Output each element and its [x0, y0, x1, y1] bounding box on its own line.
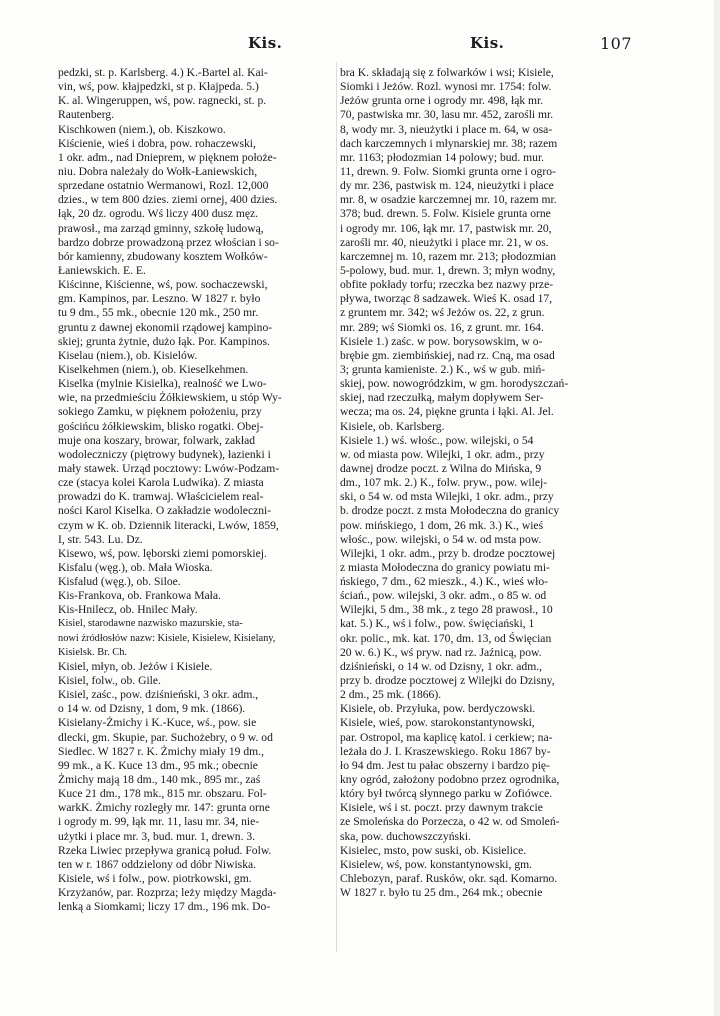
text-line: ności Karol Kiselka. O zakładzie wodoleczni-: [58, 504, 272, 518]
text-line: gm. Kampinos, par. Leszno. W 1827 r. było: [58, 292, 261, 306]
text-line: gościńcu żółkiewskim, blisko rogatki. Obej-: [58, 419, 264, 433]
text-line: muje ona koszary, browar, folwark, zakład: [58, 433, 256, 447]
text-line: Kisfalud (węg.), ob. Siloe.: [58, 575, 181, 589]
text-line: W 1827 r. było tu 25 dm., 264 mk.; obecnie: [340, 886, 543, 900]
text-line: Kisiel, folw., ob. Gile.: [58, 674, 161, 688]
text-line: i ogrody mr. 106, łąk mr. 17, pastwisk mr. 20,: [340, 221, 552, 235]
text-line: Kisiele 1.) zaśc. w pow. borysowskim, w o-: [340, 334, 543, 348]
page-edge: [714, 0, 720, 1016]
text-line: Kisielew, wś, pow. konstantynowski, gm.: [340, 857, 533, 871]
text-line: I, str. 543. Lu. Dz.: [58, 532, 143, 546]
text-line: skiej, nad rzeczułką, małym dopływem Ser-: [340, 391, 544, 405]
text-line: Jeżów grunta orne i ogrody mr. 498, łąk mr.: [340, 94, 544, 108]
text-line: Kisiele 1.) wś. włośc., pow. wilejski, o 54: [340, 433, 534, 447]
text-line: ski, o 54 w. od msta Wilejki, 1 okr. adm., przy: [340, 490, 554, 504]
text-line: Siomki i Jeżów. Rozl. wynosi mr. 1754: folw.: [340, 80, 552, 94]
text-line: przy b. drodze pocztowej z Wilejki do Dzisny,: [340, 674, 555, 688]
text-line: tu 9 dm., 55 mk., obecnie 120 mk., 250 mr.: [58, 306, 259, 320]
text-line: Kis-Frankova, ob. Frankowa Mała.: [58, 589, 221, 603]
text-line: brębie gm. ziembińskiej, nad rz. Cną, ma osad: [340, 348, 555, 362]
text-line: 3; grunta kamieniste. 2.) K., wś w gub. miń-: [340, 362, 546, 376]
text-line: mr. 8, w osadzie karczemnej mr. 10, razem mr.: [340, 193, 557, 207]
text-line: Kisfalu (węg.), ob. Mała Wioska.: [58, 560, 213, 574]
text-line: zarośli mr. 40, nieużytki i place mr. 21, w os.: [340, 235, 549, 249]
text-line: pow. mińskiego, 1 dom, 26 mk. 3.) K., wieś: [340, 518, 544, 532]
text-line: 11, drewn. 9. Folw. Siomki grunta orne i ogro-: [340, 164, 556, 178]
text-line: Kisielsk. Br. Ch.: [58, 646, 127, 658]
text-line: Kisielec, msto, pow suski, ob. Kisielice.: [340, 843, 527, 857]
text-line: Wilejki, 1 okr. adm., przy b. drodze pocztowej: [340, 546, 556, 560]
text-line: karczemnej m. 10, razem mr. 213; płodozmian: [340, 249, 557, 263]
text-line: Kisiel, starodawne nazwisko mazurskie, sta-: [58, 618, 243, 630]
text-line: Kisiele, ob. Karlsberg.: [340, 419, 445, 433]
page-number: 107: [600, 34, 633, 53]
text-line: mały stawek. Urząd pocztowy: Lwów-Podzam-: [58, 461, 280, 475]
text-line: bór kamienny, zbudowany kosztem Wołków-: [58, 249, 268, 263]
text-line: kat. 5.) K., wś i folw., pow. święciański, 1: [340, 617, 535, 631]
text-line: włośc., pow. wilejski, o 54 w. od msta pow.: [340, 532, 542, 546]
text-line: ten w r. 1867 oddzielony od dóbr Niwiska.: [58, 857, 257, 871]
text-line: dziśnieński, o 14 w. od Dzisny, 1 okr. adm.,: [340, 659, 543, 673]
text-line: kny ogród, założony podobno przez ogrodnika,: [340, 773, 560, 787]
text-line: dm., 107 mk. 2.) K., folw. pryw., pow. wilej-: [340, 476, 548, 490]
text-line: Kischkowen (niem.), ob. Kiszkowo.: [58, 122, 226, 136]
text-line: Łaniewskich. E. E.: [58, 263, 146, 277]
text-line: prowadzi do K. tramwaj. Właścicielem real-: [58, 490, 264, 504]
text-line: Kisiele, wieś, pow. starokonstantynowski,: [340, 716, 535, 730]
text-line: dawnej drodze poczt. z Wilna do Mińska, 9: [340, 461, 542, 475]
text-line: Kuce 21 dm., 178 mk., 815 mr. obszaru. Fol-: [58, 787, 267, 801]
text-line: 8, wody mr. 3, nieużytki i place m. 64, w osa-: [340, 122, 553, 136]
text-line: Kisewo, wś, pow. lęborski ziemi pomorskiej.: [58, 546, 267, 560]
text-line: leżała do J. I. Kraszewskiego. Roku 1867 by-: [340, 744, 551, 758]
text-line: i ogrody m. 99, łąk mr. 11, lasu mr. 34, nie-: [58, 815, 260, 829]
text-line: Kisielany-Żmichy i K.-Kuce, wś., pow. sie: [58, 716, 257, 730]
text-line: Chlebozyn, paraf. Rusków, okr. sąd. Komarno.: [340, 872, 558, 886]
right-column: [340, 66, 626, 900]
text-line: pedzki, st. p. Karlsberg. 4.) K.-Bartel al. Kai-: [58, 66, 268, 79]
text-line: ska, pow. duchowszczyński.: [340, 829, 471, 843]
left-column: [58, 66, 344, 914]
text-line: ło 94 dm. Jest tu pałac obszerny i bardzo pię-: [340, 758, 550, 772]
text-line: łąk, 20 dz. ogrodu. Wś liczy 400 dusz męz.: [58, 207, 259, 221]
text-line: par. Ostropol, ma kaplicę katol. i cerkiew; na-: [340, 730, 553, 744]
text-line: vin, wś, pow. kłajpedzki, st p. Kłajpeda. 5.): [58, 80, 259, 94]
text-line: Kiselau (niem.), ob. Kisielów.: [58, 348, 198, 362]
text-line: skiej, pow. nowogródzkim, w gm. horodyszczań-: [340, 377, 569, 391]
text-line: ze Smoleńska do Porzecza, o 42 w. od Smoleń-: [340, 815, 560, 829]
text-line: który był twórcą słynnego parku w Zofiówce.: [340, 787, 553, 801]
text-line: K. al. Wingeruppen, wś, pow. ragnecki, st. p.: [58, 94, 267, 108]
text-line: wecza; ma os. 24, piękne grunta i łąki. Al. Jel.: [340, 405, 554, 419]
text-line: prawosł., ma zarząd gminny, szkołę ludową,: [58, 221, 264, 235]
text-line: 2 dm., 25 mk. (1866).: [340, 688, 442, 702]
text-line: okr. polic., mk. kat. 170, dm. 13, od Święcian: [340, 631, 552, 645]
text-line: dach karczemnych i młynarskiej mr. 38; razem: [340, 136, 558, 150]
text-line: ściań., pow. wilejski, 3 okr. adm., o 85 w. od: [340, 589, 547, 603]
running-head-left: Kis.: [248, 34, 283, 52]
text-line: obfite pokłady torfu; rzeczka bez nazwy prze-: [340, 278, 554, 292]
text-line: 70, pastwiska mr. 30, lasu mr. 452, zarośli mr.: [340, 108, 554, 122]
text-line: sokiego Zamku, w pięknem położeniu, przy: [58, 405, 262, 419]
text-line: użytki i place mr. 3, bud. mur. 1, drewn. 3.: [58, 829, 256, 843]
text-line: Wilejki, 5 dm., 38 mk., z tego 28 prawosł., 10: [340, 603, 553, 617]
text-line: z miasta Mołodeczna do granicy powiatu mi-: [340, 560, 550, 574]
text-line: Kisiel, młyn, ob. Jeżów i Kisiele.: [58, 659, 213, 673]
text-line: wie, na przedmieściu Żółkiewskiem, u stóp Wy-: [58, 391, 282, 405]
text-line: mr. 289; wś Siomki os. 16, z grunt. mr. 164.: [340, 320, 544, 334]
text-line: 99 mk., a K. Kuce 13 dm., 95 mk.; obecnie: [58, 758, 258, 772]
text-line: Kisiel, zaśc., pow. dziśnieński, 3 okr. adm.,: [58, 688, 259, 702]
text-line: Kisiele, ob. Przyłuka, pow. berdyczowski.: [340, 702, 536, 716]
text-line: 5-polowy, bud. mur. 1, drewn. 3; młyn wodny,: [340, 263, 556, 277]
text-line: sprzedane ostatnio Wermanowi, Rozl. 12,000: [58, 179, 269, 193]
text-line: dlecki, gm. Skupie, par. Suchożebry, o 9 w. od: [58, 730, 273, 744]
text-line: dzies., w tem 800 dzies. ziemi ornej, 400 dzies.: [58, 193, 278, 207]
text-line: Siedlec. W 1827 r. K. Żmichy miały 19 dm.,: [58, 744, 264, 758]
text-line: Żmichy mają 18 dm., 140 mk., 895 mr., zaś: [58, 773, 261, 787]
text-line: niu. Dobra należały do Wołk-Łaniewskich,: [58, 164, 258, 178]
text-line: bra K. składają się z folwarków i wsi; Kisiele,: [340, 66, 554, 79]
text-line: Rautenberg.: [58, 108, 115, 122]
text-line: cze (stacya kolei Karola Ludwika). Z miasta: [58, 476, 264, 490]
text-line: skiej; grunta żytnie, dużo łąk. Por. Kampinos.: [58, 334, 270, 348]
text-line: Kisiele, wś i st. poczt. przy dawnym trakcie: [340, 801, 543, 815]
text-line: dy mr. 236, pastwisk m. 124, nieużytki i place: [340, 179, 554, 193]
text-line: Rzeka Liwiec przepływa granicą połud. Folw.: [58, 843, 272, 857]
text-line: nowi źródłosłów nazw: Kisiele, Kisielew, Kisielany,: [58, 632, 276, 644]
text-line: Krzyżanów, par. Rozprza; leży między Magda-: [58, 886, 277, 900]
running-head-right: Kis.: [470, 34, 505, 52]
text-line: Kiselka (mylnie Kisielka), realność we Lwo-: [58, 377, 267, 391]
text-line: o 14 w. od Dzisny, 1 dom, 9 mk. (1866).: [58, 702, 246, 716]
text-line: gruntu z dawnej ekonomii rządowej kampino-: [58, 320, 273, 334]
text-line: pływa, tworząc 8 sadzawek. Wieś K. osad 17,: [340, 292, 553, 306]
text-line: 1 okr. adm., nad Dnieprem, w pięknem położe-: [58, 150, 277, 164]
text-line: czym w K. ob. Dziennik literacki, Lwów, 1859,: [58, 518, 279, 532]
text-line: Kis-Hnilecz, ob. Hnilec Mały.: [58, 603, 198, 617]
text-line: b. drodze poczt. z msta Mołodeczna do granicy: [340, 504, 560, 518]
text-line: ńskiego, 7 dm., 62 mieszk., 4.) K., wieś wło-: [340, 575, 549, 589]
text-line: bardzo dobrze prowadzoną przez włościan i so-: [58, 235, 279, 249]
text-line: 20 w. 6.) K., wś pryw. nad rz. Jaźnicą, pow.: [340, 645, 542, 659]
text-line: wodoleczniczy (piętrowy budynek), łazienki i: [58, 447, 271, 461]
text-line: warkK. Żmichy rozległy mr. 147: grunta orne: [58, 801, 270, 815]
text-line: Kiścinne, Kiścienne, wś, pow. sochaczewski,: [58, 278, 268, 292]
text-line: z gruntem mr. 342; wś Jeżów os. 22, z grun.: [340, 306, 545, 320]
text-line: 378; bud. drewn. 5. Folw. Kisiele grunta orne: [340, 207, 551, 221]
text-line: Kisiele, wś i folw., pow. piotrkowski, gm.: [58, 872, 252, 886]
text-line: Kiścienie, wieś i dobra, pow. rohaczewski,: [58, 136, 256, 150]
text-line: Kiselkehmen (niem.), ob. Kieselkehmen.: [58, 362, 249, 376]
text-line: lenką a Siomkami; liczy 17 dm., 196 mk. Do-: [58, 900, 271, 914]
text-line: mr. 1163; płodozmian 14 polowy; bud. mur.: [340, 150, 545, 164]
text-line: w. od miasta pow. Wilejki, 1 okr. adm., przy: [340, 447, 545, 461]
